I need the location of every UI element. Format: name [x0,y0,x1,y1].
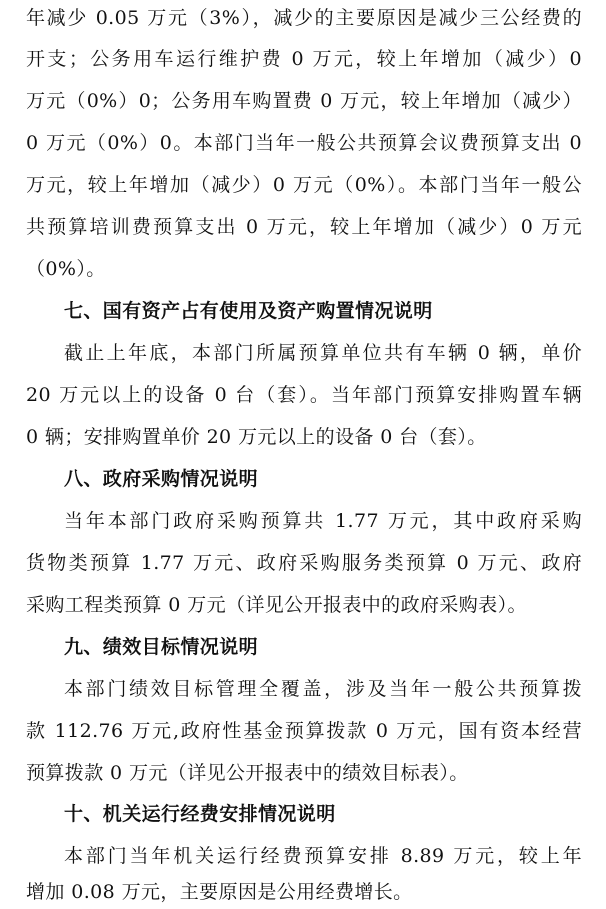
section-heading: 七、国有资产占有使用及资产购置情况说明 [64,300,433,322]
paragraph-line: 预算拨款 0 万元（详见公开报表中的绩效目标表）。 [26,762,469,784]
paragraph-line: 本部门当年机关运行经费预算安排 8.89 万元，较上年 [64,845,582,867]
section-heading: 十、机关运行经费安排情况说明 [64,803,336,825]
paragraph-line: 共预算培训费预算支出 0 万元，较上年增加（减少）0 万元 [26,216,582,238]
paragraph-line: 货物类预算 1.77 万元、政府采购服务类预算 0 万元、政府 [26,552,582,574]
section-heading: 九、绩效目标情况说明 [64,636,259,658]
paragraph-line: 采购工程类预算 0 万元（详见公开报表中的政府采购表）。 [26,594,527,616]
paragraph-line: 当年本部门政府采购预算共 1.77 万元，其中政府采购 [64,510,582,532]
paragraph-line: 20 万元以上的设备 0 台（套）。当年部门预算安排购置车辆 [26,384,582,406]
section-heading: 八、政府采购情况说明 [64,468,259,490]
paragraph-line: 本部门绩效目标管理全覆盖，涉及当年一般公共预算拨 [64,678,582,700]
paragraph-line: 万元（0%）0；公务用车购置费 0 万元，较上年增加（减少） [26,90,582,112]
paragraph-line: （0%）。 [26,258,106,280]
paragraph-line: 截止上年底，本部门所属预算单位共有车辆 0 辆，单价 [64,342,582,364]
paragraph-line: 年减少 0.05 万元（3%），减少的主要原因是减少三公经费的 [26,7,582,29]
paragraph-line: 0 辆；安排购置单价 20 万元以上的设备 0 台（套）。 [26,426,487,448]
paragraph-line: 开支；公务用车运行维护费 0 万元，较上年增加（减少）0 [26,48,582,70]
paragraph-line: 款 112.76 万元,政府性基金预算拨款 0 万元，国有资本经营 [26,720,582,742]
paragraph-line: 0 万元（0%）0。本部门当年一般公共预算会议费预算支出 0 [26,132,582,154]
paragraph-line: 万元，较上年增加（减少）0 万元（0%）。本部门当年一般公 [26,174,582,196]
paragraph-line: 增加 0.08 万元，主要原因是公用经费增长。 [26,881,413,903]
